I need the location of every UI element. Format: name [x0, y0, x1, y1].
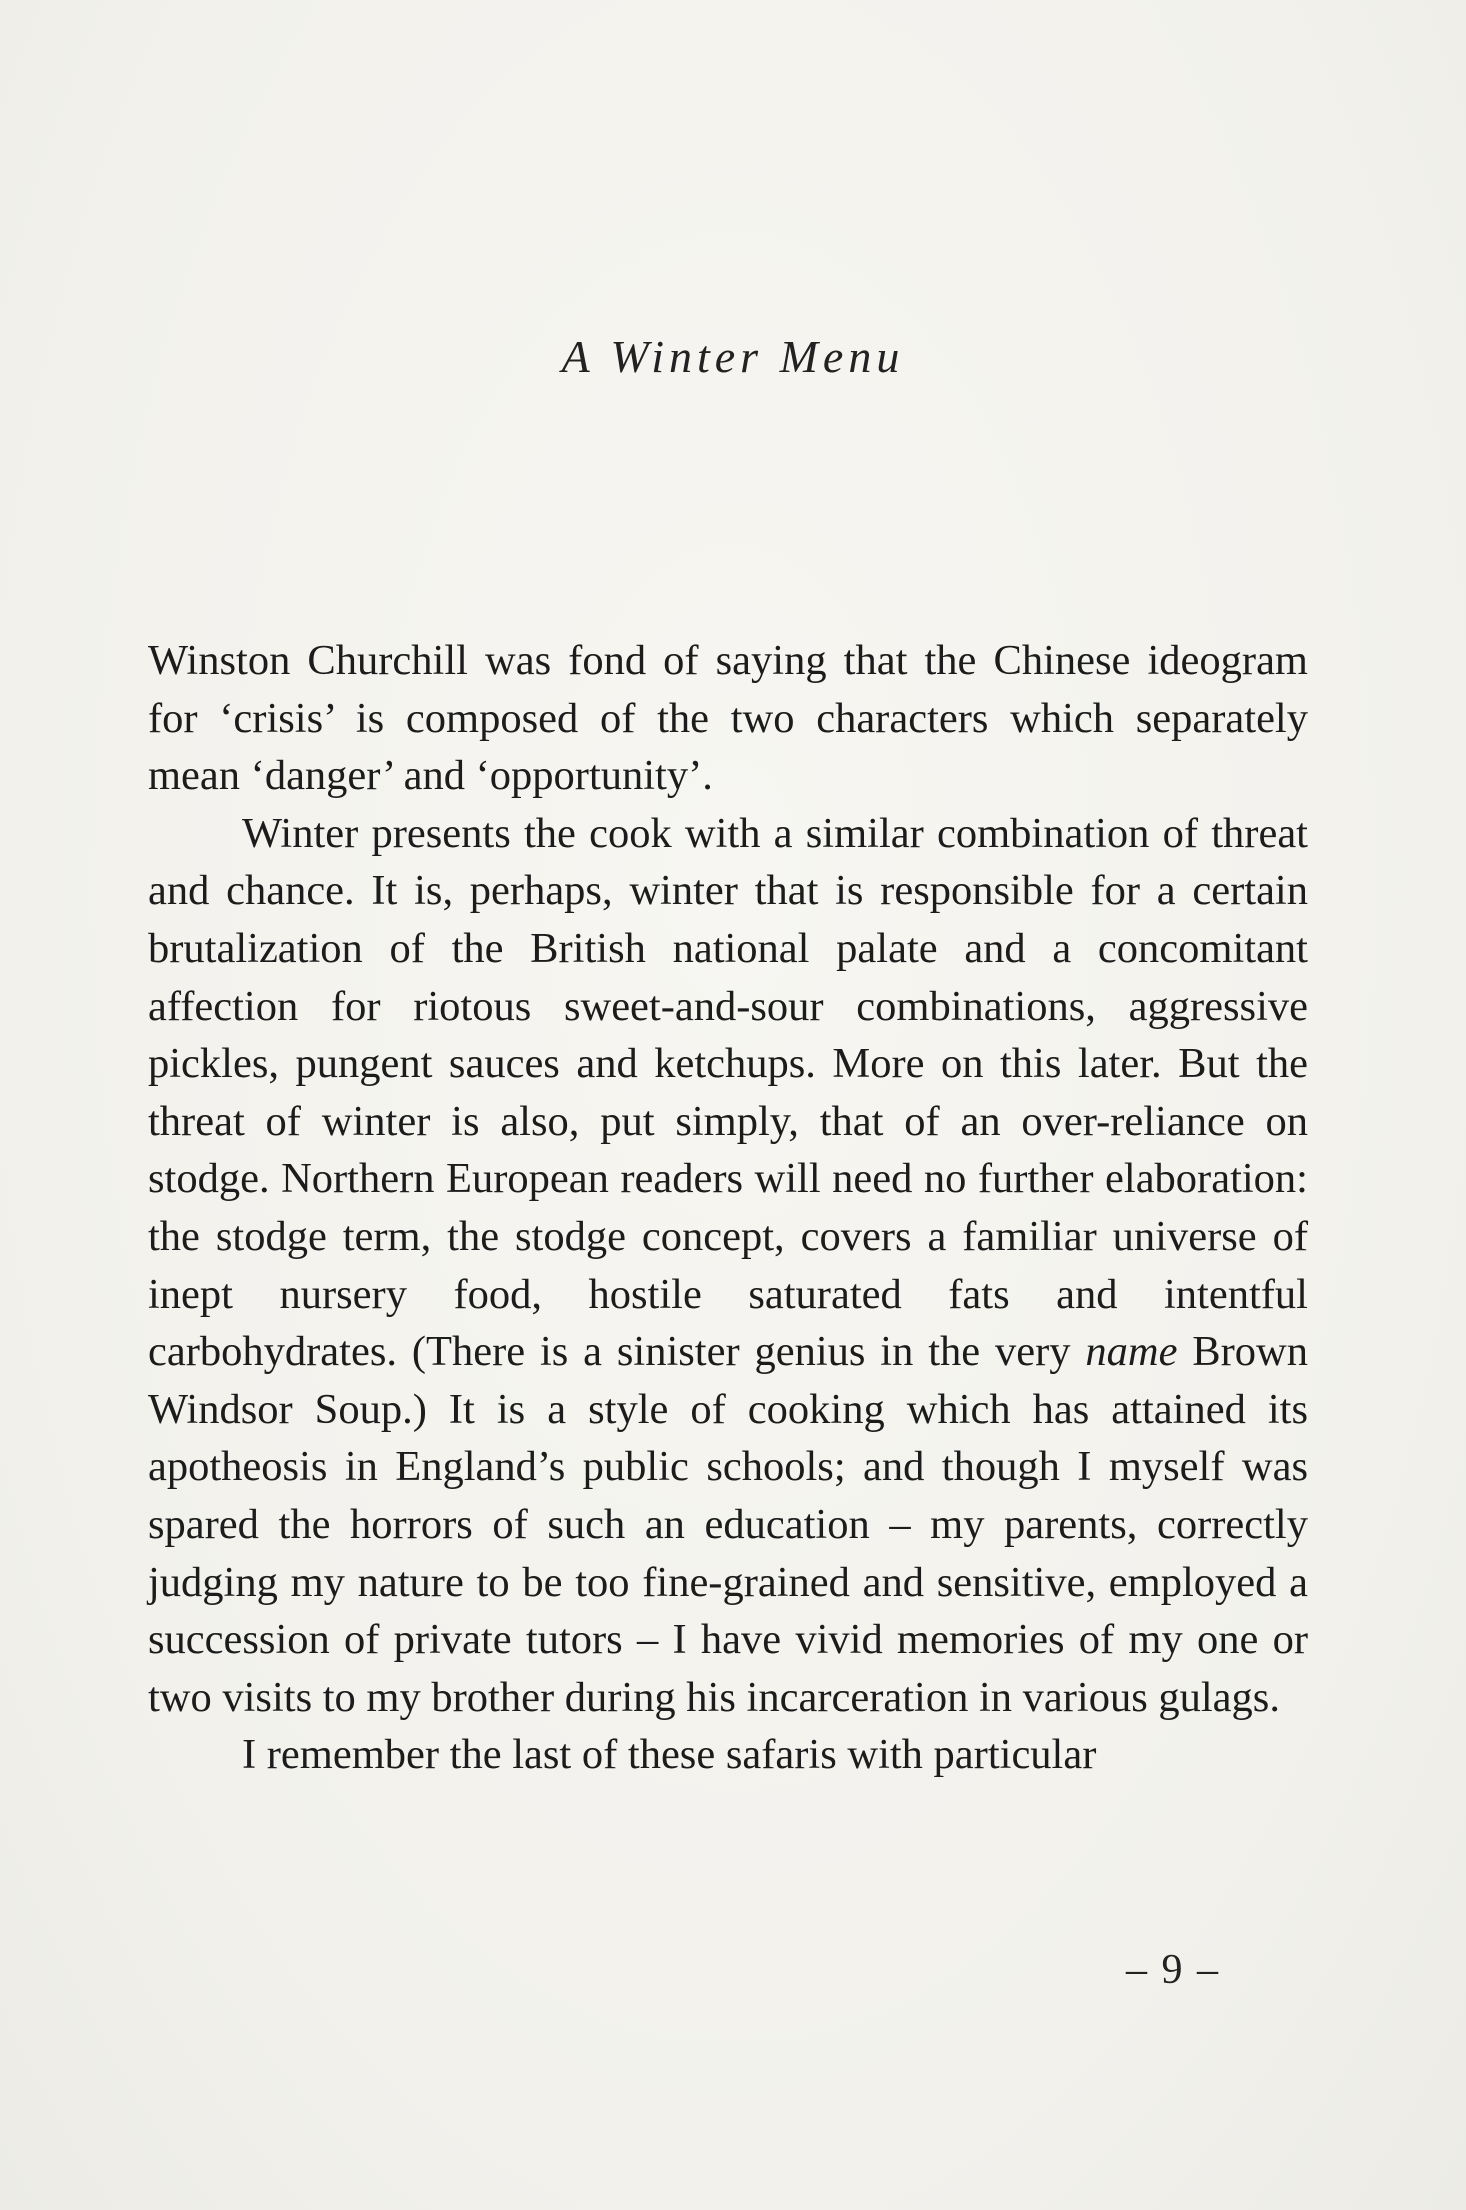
- chapter-title: A Winter Menu: [561, 331, 905, 382]
- paragraph-2-text-start: Winter presents the cook with a similar combination of threat and chance. It is, perhaps, winter that is responsible for a certain brutalization of the British national palate and a concomitant affection for riotous sweet-and-sour combinations, aggressive pickles, pungent sauces and ketchups. More on this later. But the threat of winter is also, put simply, that of an over-reliance on stodge. Northern European readers will need no further elaboration: the stodge term, the stodge concept, covers a familiar universe of inept nursery food, hostile saturated fats and intentful carbohydrates. (There is a sinister genius in the very: [148, 809, 1308, 1376]
- page-number: – 9 –: [1126, 1947, 1220, 1993]
- paragraph-2-italic-word: name: [1085, 1328, 1178, 1376]
- paragraph-2: [148, 805, 1308, 1727]
- paragraph-2-text-end: Brown Windsor Soup.) It is a style of cooking which has attained its apotheosis in England’s public schools; and though I myself was spared the horrors of such an education – my parents, correctly judging my nature to be too fine-grained and sensitive, employed a succession of private tutors – I have vivid memories of my one or two visits to my brother during his incarceration in various gulags.: [148, 1328, 1308, 1721]
- paragraph-1: Winston Churchill was fond of saying that the Chinese ideogram for ‘crisis’ is composed of the two characters which separately mean ‘danger’ and ‘opportunity’.: [148, 637, 1308, 800]
- body-text: [148, 632, 1308, 1784]
- paragraph-3: I remember the last of these safaris with particular: [242, 1731, 1097, 1779]
